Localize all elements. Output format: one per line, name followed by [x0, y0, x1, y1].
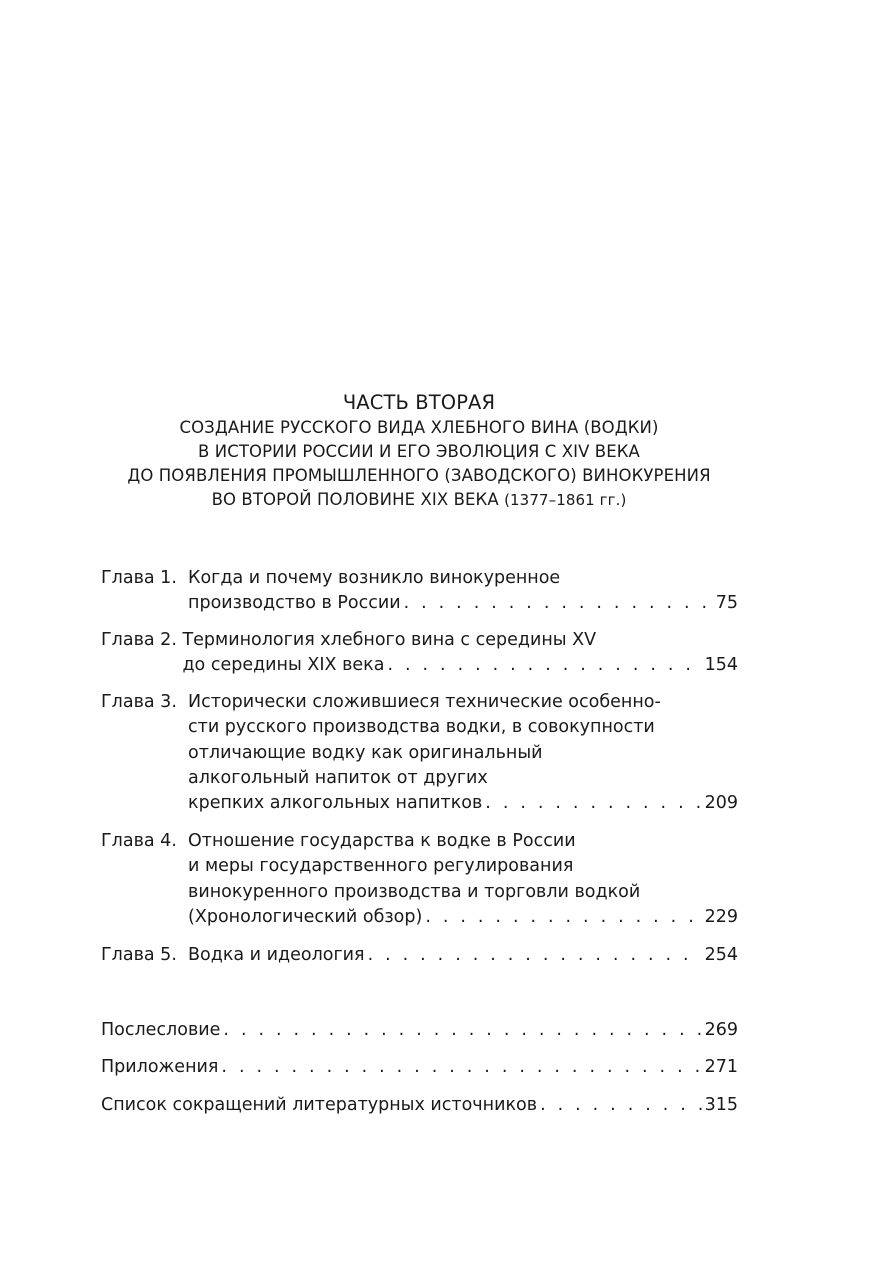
chapter-title-line: до середины XIX века: [182, 655, 385, 676]
dot-leader: [425, 905, 701, 930]
page-number: 254: [704, 945, 738, 965]
chapter-title-line: крепких алкогольных напитков: [188, 793, 483, 814]
chapter-title-line: (Хронологический обзор): [188, 906, 423, 927]
back-matter-title: Послесловие: [101, 1020, 221, 1040]
toc-chapter-1[interactable]: [101, 566, 738, 617]
toc-abbreviations-body: [101, 1093, 738, 1118]
chapter-title: [188, 690, 738, 816]
chapter-title-last-line: [188, 791, 738, 816]
part-subtitle-text: ВО ВТОРОЙ ПОЛОВИНЕ XIX ВЕКА: [211, 490, 499, 509]
page-number: 315: [704, 1095, 738, 1115]
toc-appendices-body: [101, 1055, 738, 1080]
chapter-title-line: алкогольный напиток от других: [188, 767, 488, 788]
dot-leader: [387, 653, 701, 678]
dot-leader: [540, 1093, 702, 1118]
chapter-title: [188, 943, 738, 968]
back-matter-line: [101, 1093, 738, 1118]
toc-chapter-3[interactable]: [101, 690, 738, 816]
page-number: 75: [715, 593, 738, 614]
chapter-title-line: производство в России: [188, 593, 401, 614]
page-number: 271: [704, 1057, 738, 1077]
chapter-title-line: Водка и идеология: [188, 945, 365, 965]
part-subtitle-years: (1377–1861 гг.): [504, 491, 627, 509]
chapter-title-last-line: [188, 591, 738, 616]
page-number: 269: [704, 1020, 738, 1040]
chapter-title-last-line: [188, 943, 738, 968]
chapter-label: Глава 4.: [101, 831, 189, 851]
toc-appendices[interactable]: [101, 1055, 738, 1080]
chapter-label: Глава 5.: [101, 945, 189, 965]
chapter-title-line: и меры государственного регулирования: [188, 856, 574, 877]
part-subtitle-line: СОЗДАНИЕ РУССКОГО ВИДА ХЛЕБНОГО ВИНА (ВОДКИ): [179, 418, 659, 437]
part-subtitle-line: ДО ПОЯВЛЕНИЯ ПРОМЫШЛЕННОГО (ЗАВОДСКОГО) ВИНОКУРЕНИЯ: [127, 466, 711, 485]
toc-afterword-body: [101, 1018, 738, 1043]
dot-leader: [404, 591, 713, 616]
dot-leader: [368, 943, 702, 968]
chapter-title-line: отличающие водку как оригинальный: [188, 742, 543, 763]
back-matter-line: [101, 1018, 738, 1043]
dot-leader: [485, 791, 701, 816]
dot-leader: [221, 1055, 701, 1080]
page-number: 209: [704, 793, 738, 814]
chapter-title-line: Когда и почему возникло винокуренное: [188, 568, 561, 588]
toc-afterword[interactable]: [101, 1018, 738, 1043]
chapter-title-last-line: [182, 653, 738, 678]
toc-chapter-2[interactable]: [101, 628, 738, 679]
chapter-label: Глава 3.: [101, 692, 189, 712]
chapter-title-line: сти русского производства водки, в совокупности: [188, 717, 655, 738]
back-matter-line: [101, 1055, 738, 1080]
chapter-title-line: Исторически сложившиеся технические особенно-: [188, 692, 661, 712]
back-matter-title: Приложения: [101, 1057, 219, 1077]
page-number: 154: [704, 655, 738, 676]
part-subtitle-line: В ИСТОРИИ РОССИИ И ЕГО ЭВОЛЮЦИЯ С XIV ВЕКА: [198, 442, 640, 461]
part-subtitle-line-last: [0, 488, 838, 512]
chapter-title-line: Терминология хлебного вина с середины XV: [182, 630, 597, 650]
chapter-title: [188, 566, 738, 617]
chapter-title: [182, 628, 738, 679]
part-title: ЧАСТЬ ВТОРАЯ: [342, 391, 496, 414]
chapter-title: [188, 829, 738, 930]
toc-chapter-5[interactable]: [101, 943, 738, 968]
page-number: 229: [704, 906, 738, 927]
chapter-title-line: Отношение государства к водке в России: [188, 831, 576, 851]
chapter-title-last-line: [188, 905, 738, 930]
chapter-label: Глава 1.: [101, 568, 189, 588]
toc-abbreviations[interactable]: [101, 1093, 738, 1118]
dot-leader: [223, 1018, 701, 1043]
back-matter-title: Список сокращений литературных источников: [101, 1095, 538, 1115]
part-header: [0, 390, 838, 512]
chapter-title-line: винокуренного производства и торговли водкой: [188, 881, 641, 902]
toc-chapter-4[interactable]: [101, 829, 738, 930]
chapter-label: Глава 2.: [101, 630, 183, 650]
